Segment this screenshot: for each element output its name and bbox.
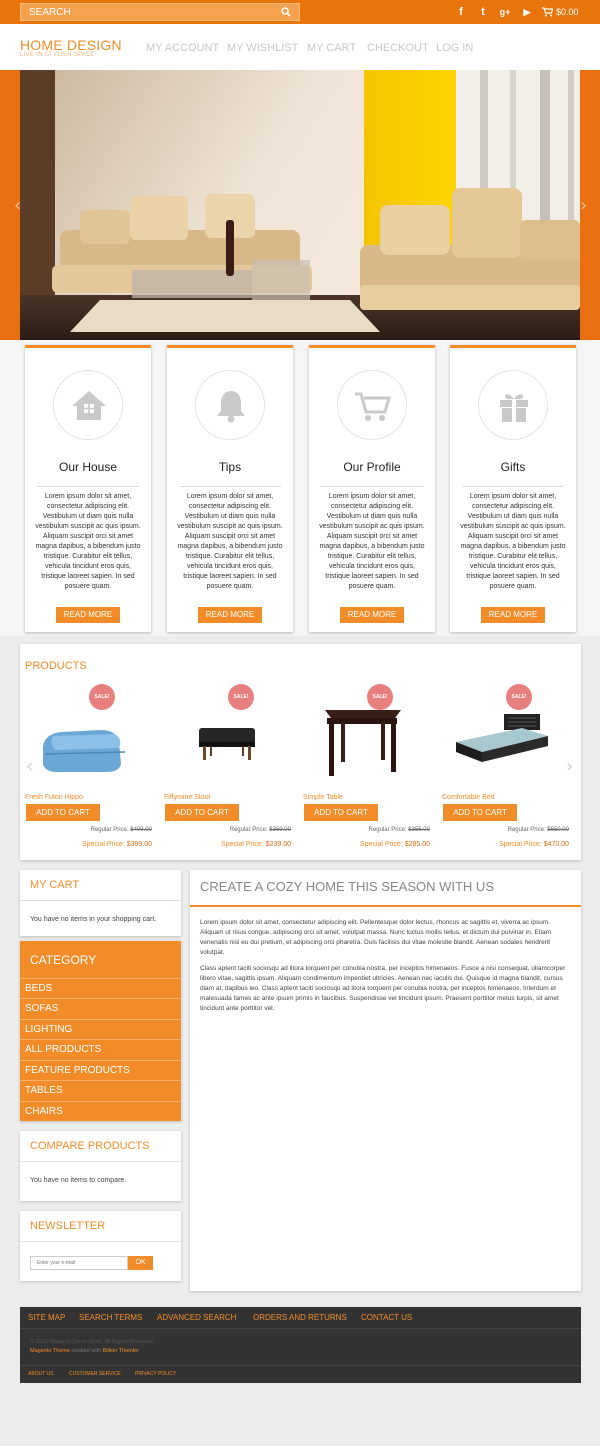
hero-slider [0,70,600,340]
footer-link-contact-us[interactable]: CONTACT US [361,1313,413,1322]
category-all-products[interactable]: ALL PRODUCTS [20,1039,181,1059]
footer-customer-service[interactable]: CUSTOMER SERVICE [69,1371,121,1377]
category-sofas[interactable]: SOFAS [20,998,181,1018]
footer-about-us[interactable]: ABOUT US [28,1371,54,1377]
footer-link-advanced-search[interactable]: ADVANCED SEARCH [157,1313,237,1322]
compare-products-block [20,1131,181,1201]
newsletter-email-input[interactable] [30,1256,128,1270]
slider-next-arrow[interactable]: › [580,195,588,216]
feature-text: Lorem ipsum dolor sit amet, consectetur adipiscing elit. Vestibulum ut diam quis nulla vestibulum suscipit ac quis ipsum. Aliquam suscipit orci sit amet magna dapibus, a bibendum justo tristique. Curabitur elit tellus, vehicula tincidunt eros quis, tristique laoreet sapien. In sed posuere quam. [177,493,283,590]
regular-price-value: $355.00 [408,827,430,833]
house-icon [69,386,109,426]
products-title: PRODUCTS [25,660,87,672]
read-more-button[interactable]: READ MORE [198,607,262,623]
hero-image [20,70,580,340]
regular-price-value: $359.00 [269,827,291,833]
category-title: CATEGORY [30,953,97,967]
special-price [499,841,569,848]
regular-price-value: $650.00 [547,827,569,833]
main-title: CREATE A COZY HOME THIS SEASON WITH US [200,879,494,894]
bell-icon [211,386,251,426]
feature-card [450,345,576,632]
sale-badge: SALE! [367,684,393,710]
special-price-value: $239.00 [265,841,291,848]
feature-title: Our House [58,460,118,474]
credit-text: created with [69,1348,103,1354]
sale-badge: SALE! [228,684,254,710]
main-paragraph-1: Lorem ipsum dolor sit amet, consectetur adipiscing elit. Pellentesque dolor lectus, rhoncus ac sagittis et, viverra ac ipsum. Aliquam ut risus congue, adipiscing orci sit amet, volutpat massa. Nunc luctus mollis tellus, et dictum dui pulvinar in. Etiam venenatis nisi eu dui pretium, et adipiscing orci pharetra. Duis facilisis dui vitae molestie blandit. Aenean sodales hendrerit volutpat. [200,919,552,956]
youtube-icon[interactable]: ▶ [523,7,531,17]
special-price-value: $399.00 [126,841,152,848]
footer-divider [20,1328,581,1329]
special-price [82,841,152,848]
special-price [360,841,430,848]
top-cart[interactable] [542,4,579,20]
regular-price-label: Regular Price: [229,827,268,833]
cart-empty-text: You have no items in your shopping cart. [30,916,157,923]
regular-price-label: Regular Price: [507,827,546,833]
product-image-stool[interactable] [174,706,274,781]
footer-privacy-policy[interactable]: PRIVACY POLICY [135,1371,177,1377]
divider [20,1241,181,1242]
special-price-label: Special Price: [498,841,542,848]
special-price-label: Special Price: [220,841,264,848]
shopping-cart-icon [353,386,393,426]
cart-total: $0.00 [556,7,579,17]
read-more-button[interactable]: READ MORE [56,607,120,623]
nav-my-cart[interactable]: MY CART [307,42,357,54]
title-underline [190,905,581,907]
cart-icon [542,7,553,17]
nav-my-account[interactable]: MY ACCOUNT [146,42,220,54]
feature-icon-circle [337,370,407,440]
product-name[interactable]: Comfortable Bed [442,794,495,801]
product-name[interactable]: Simple Table [303,794,343,801]
feature-text: Lorem ipsum dolor sit amet, consectetur adipiscing elit. Vestibulum ut diam quis nulla vestibulum suscipit ac quis ipsum. Aliquam suscipit orci sit amet magna dapibus, a bibendum justo tristique. Curabitur elit tellus, vehicula tincidunt eros quis, tristique laoreet sapien. In sed posuere quam. [460,493,566,590]
feature-card [25,345,151,632]
logo-title[interactable]: HOME DESIGN [20,37,122,53]
category-chairs[interactable]: CHAIRS [20,1101,181,1121]
regular-price [508,827,569,833]
product-item [442,684,577,854]
feature-card [309,345,435,632]
category-tables[interactable]: TABLES [20,1080,181,1100]
read-more-button[interactable]: READ MORE [481,607,545,623]
compare-empty-text: You have no items to compare. [30,1177,127,1184]
special-price-label: Special Price: [359,841,403,848]
regular-price [369,827,430,833]
divider [20,1161,181,1162]
special-price-value: $470.00 [543,841,569,848]
product-image-bed[interactable] [452,706,552,781]
footer-copyright: © 2013 Magento Demo Store. All Rights Reserved. [30,1339,155,1345]
feature-text: Lorem ipsum dolor sit amet, consectetur adipiscing elit. Vestibulum ut diam quis nulla vestibulum suscipit ac quis ipsum. Aliquam suscipit orci sit amet magna dapibus, a bibendum justo tristique. Curabitur elit tellus, vehicula tincidunt eros quis, tristique laoreet sapien. In sed posuere quam. [35,493,141,590]
feature-title: Tips [218,460,242,474]
divider [462,486,564,487]
product-item [164,684,299,854]
my-cart-block [20,870,181,936]
nav-log-in[interactable]: LOG IN [436,42,474,54]
google-plus-icon[interactable]: g+ [499,7,511,17]
divider [37,486,139,487]
divider [20,900,181,901]
products-next-arrow[interactable]: › [566,756,574,777]
feature-card [167,345,293,632]
tumblr-icon[interactable]: t [481,6,485,18]
facebook-icon[interactable]: f [459,6,463,18]
footer-divider [20,1365,581,1366]
logo-tagline: LIVE IN STYLISH SPACE [20,52,96,58]
add-to-cart-button[interactable]: ADD TO CART [26,804,100,821]
divider [179,486,281,487]
search-icon[interactable] [281,7,291,17]
footer-link-site-map[interactable]: SITE MAP [28,1313,66,1322]
regular-price [91,827,152,833]
feature-icon-circle [53,370,123,440]
feature-icon-circle [478,370,548,440]
footer-link-orders-returns[interactable]: ORDERS AND RETURNS [253,1313,347,1322]
newsletter-block [20,1211,181,1281]
product-item [303,684,438,854]
feature-title: Gifts [500,460,526,474]
regular-price-value: $409.00 [130,827,152,833]
product-image-futon[interactable] [35,706,135,781]
nav-checkout[interactable]: CHECKOUT [367,42,429,54]
feature-text: Lorem ipsum dolor sit amet, consectetur adipiscing elit. Vestibulum ut diam quis nulla vestibulum suscipit ac quis ipsum. Aliquam suscipit orci sit amet magna dapibus, a bibendum justo tristique. Curabitur elit tellus, vehicula tincidunt eros quis, tristique laoreet sapien. In sed posuere quam. [319,493,425,590]
category-feature-products[interactable]: FEATURE PRODUCTS [20,1060,181,1080]
footer-link-search-terms[interactable]: SEARCH TERMS [79,1313,143,1322]
theme-name-link[interactable]: Magento Theme [30,1348,70,1354]
search-input[interactable] [29,6,269,19]
my-cart-title: MY CART [30,879,80,891]
newsletter-ok-button[interactable]: OK [128,1256,153,1270]
feature-title: Our Profile [343,460,401,474]
add-to-cart-button[interactable]: ADD TO CART [165,804,239,821]
product-image-table[interactable] [313,706,413,781]
special-price-value: $285.00 [404,841,430,848]
products-prev-arrow[interactable]: ‹ [26,756,34,777]
regular-price-label: Regular Price: [90,827,129,833]
newsletter-title: NEWSLETTER [30,1220,106,1232]
read-more-button[interactable]: READ MORE [340,607,404,623]
nav-my-wishlist[interactable]: MY WISHLIST [227,42,299,54]
sale-badge: SALE! [506,684,532,710]
category-lighting[interactable]: LIGHTING [20,1019,181,1039]
regular-price-label: Regular Price: [368,827,407,833]
product-item [25,684,160,854]
sale-badge: SALE! [89,684,115,710]
add-to-cart-button[interactable]: ADD TO CART [443,804,517,821]
add-to-cart-button[interactable]: ADD TO CART [304,804,378,821]
divider [321,486,423,487]
compare-title: COMPARE PRODUCTS [30,1140,150,1152]
regular-price [230,827,291,833]
product-name[interactable]: Fiffymine Stool [164,794,211,801]
footer-credit [30,1348,139,1354]
search-box[interactable] [20,3,300,21]
feature-icon-circle [195,370,265,440]
special-price-label: Special Price: [81,841,125,848]
gift-icon [494,386,534,426]
category-beds[interactable]: BEDS [20,978,181,998]
special-price [221,841,291,848]
theme-author-link[interactable]: Billion Themler [102,1348,139,1354]
product-name[interactable]: Fresh Futon Hippo [25,794,83,801]
main-paragraph-2: Class aptent taciti sociosqu ad litora torquent per conubia nostra, per inceptos himenaeos. Fusce a nisi consequat, ullamcorper libero vitae, sagittis ipsum. Aliquam condimentum imperdiet ultricies. Aenean nec iaculis dui. Quisque id magna blandit, cursus diam at, dapibus leo. Class aptent taciti sociosqu ad litora torquent per conubia nostra, per inceptos himenaeos. Interdum et malesuada fames ac ante ipsum primis in faucibus. Suspendisse vel tincidunt ipsum. Praesent porttitor metus turpis, sit amet tincidunt ante porttitor vel. [200,965,566,1012]
slider-prev-arrow[interactable]: ‹ [14,195,22,216]
